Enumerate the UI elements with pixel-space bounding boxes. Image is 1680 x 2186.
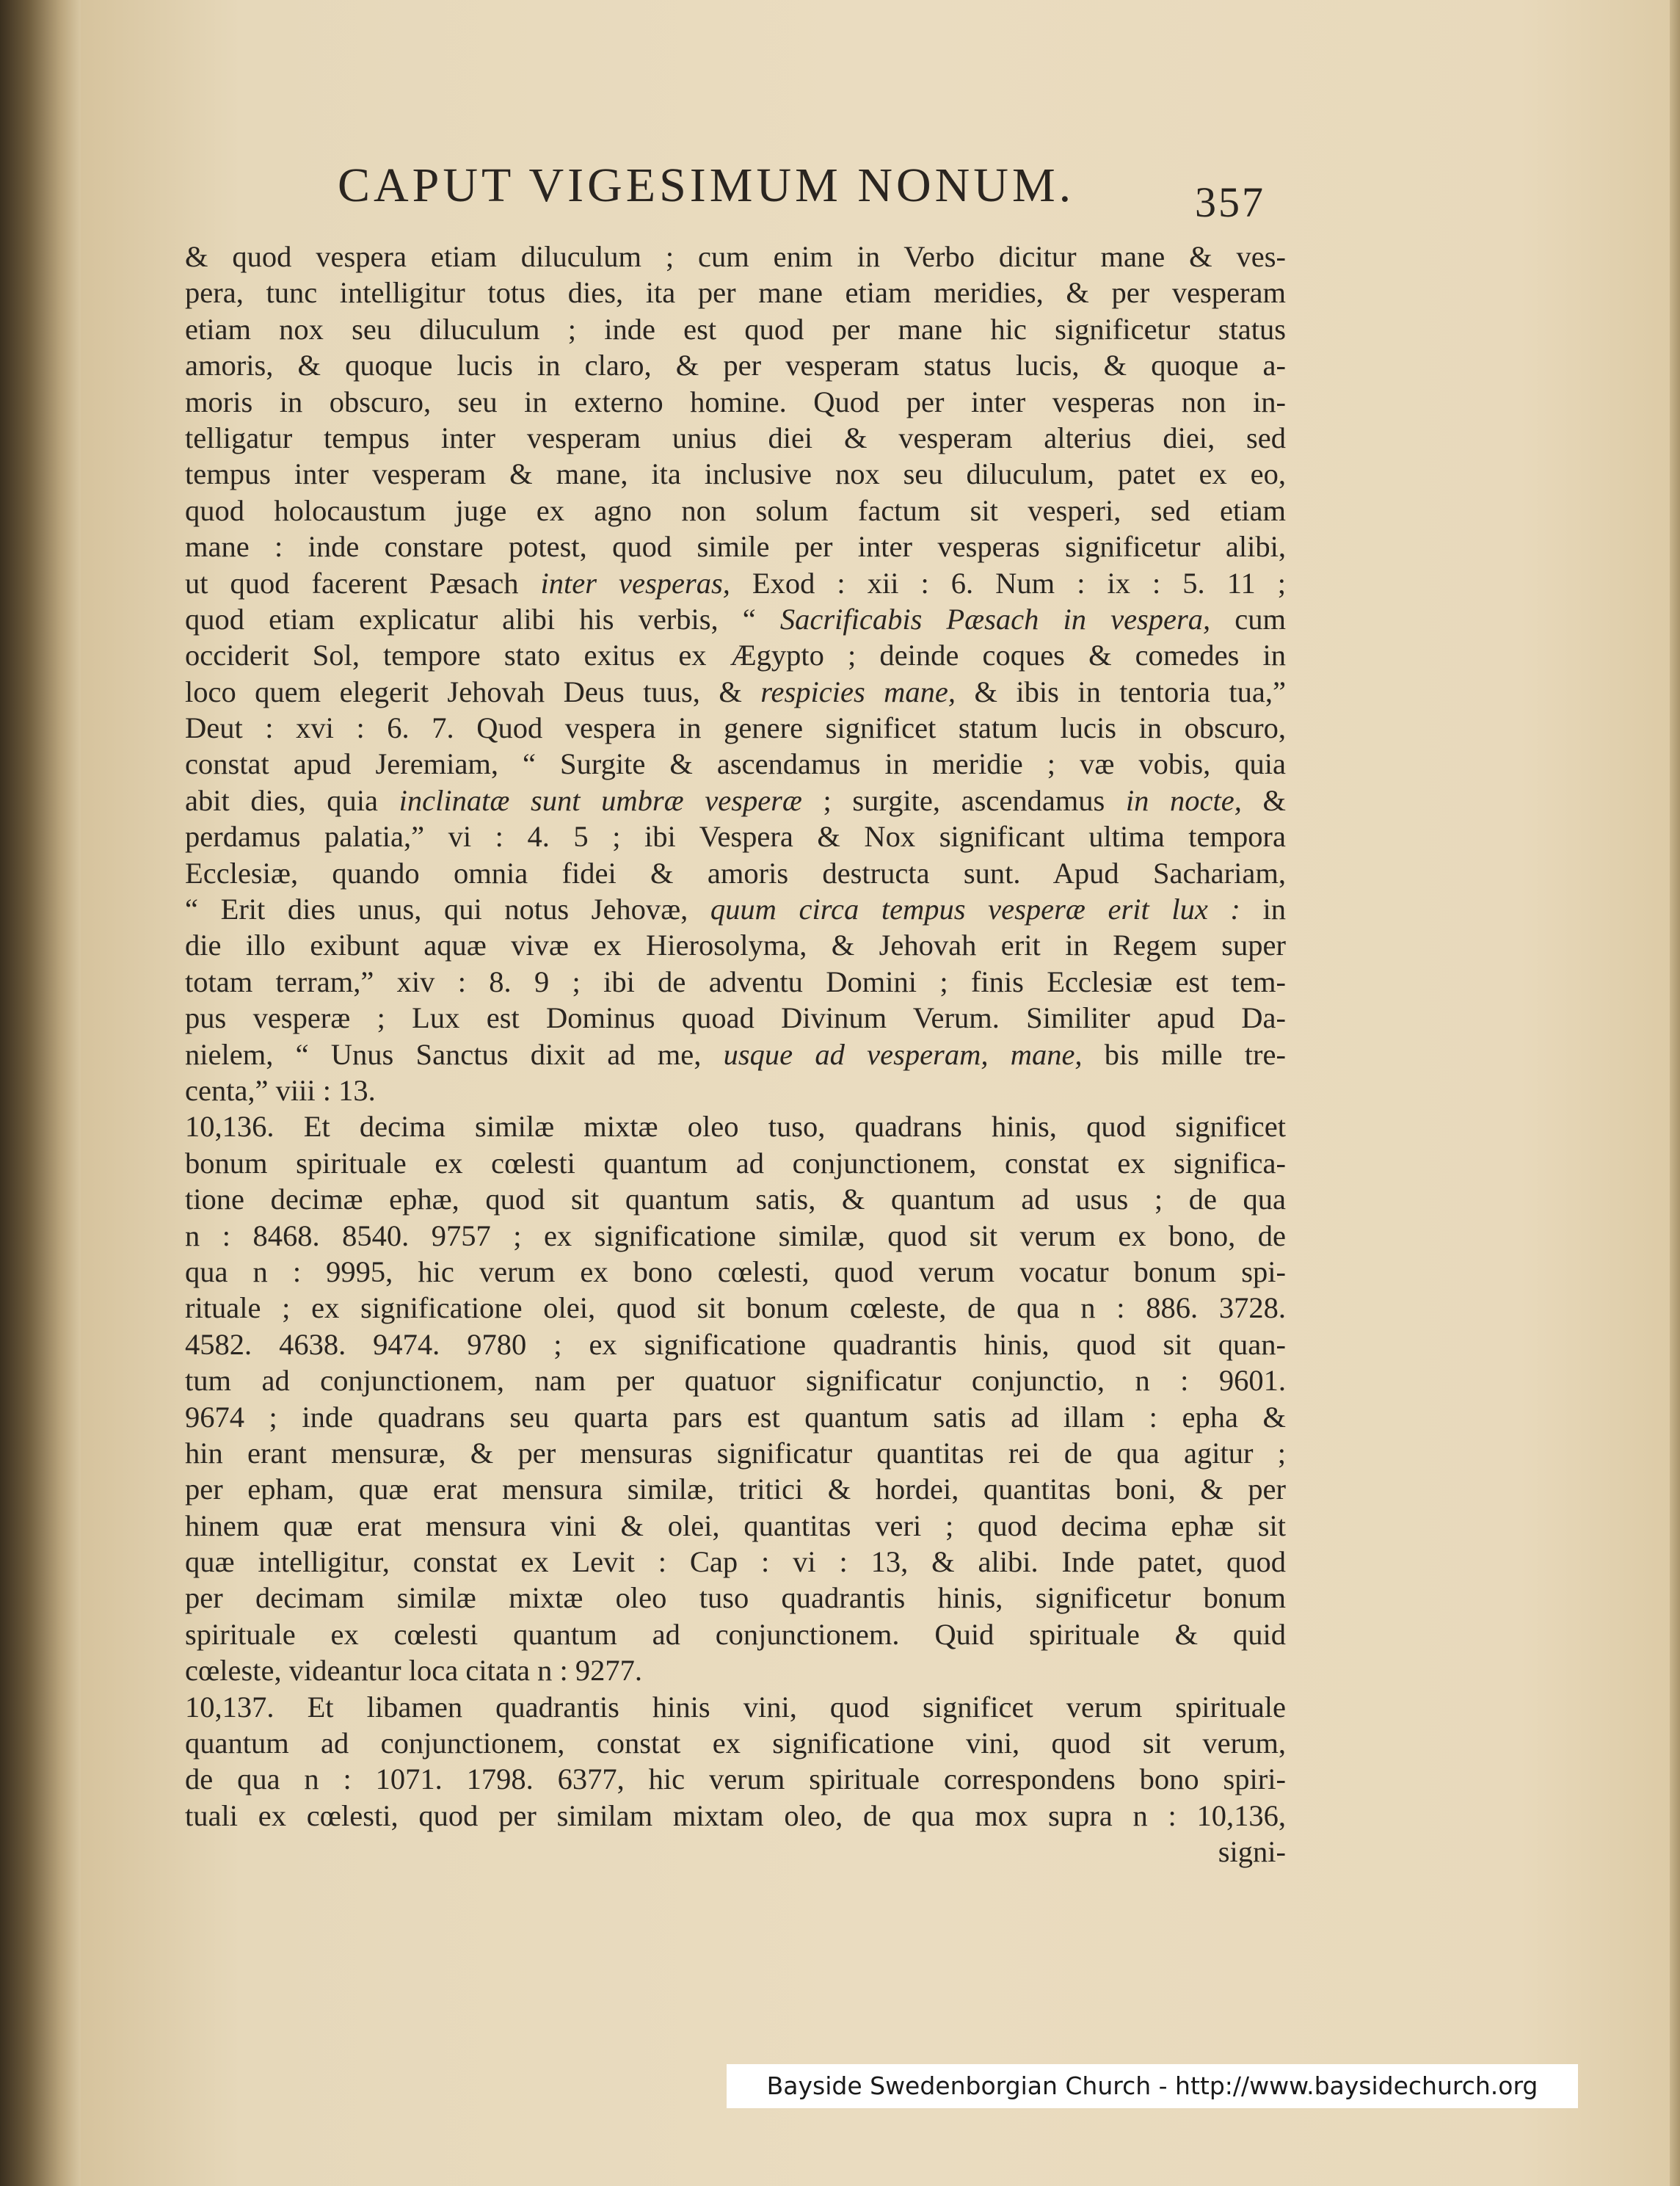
text-run: bis mille tre- (1082, 1037, 1286, 1071)
text-run: nielem, “ Unus Sanctus dixit ad me, (185, 1037, 724, 1071)
text-run: tione decimæ ephæ, quod sit quantum satis, & quantum ad usus ; de qua (185, 1183, 1286, 1216)
text-line (185, 456, 1286, 492)
text-run: die illo exibunt aquæ vivæ ex Hierosolyma, & Jehovah erit in Regem super (185, 929, 1286, 962)
page-edge (1670, 0, 1680, 2186)
text-run: in (1240, 893, 1286, 926)
text-line (185, 710, 1286, 746)
text-run: constat apud Jeremiam, “ Surgite & ascendamus in meridie ; væ vobis, quia (185, 747, 1286, 781)
text-run: quantum ad conjunctionem, constat ex significatione vini, quod sit verum, (185, 1726, 1286, 1760)
text-run: tum ad conjunctionem, nam per quatuor significatur conjunctio, n : 9601. (185, 1364, 1286, 1398)
text-line (185, 1145, 1286, 1181)
text-line (185, 1000, 1286, 1036)
text-run: pera, tunc intelligitur totus dies, ita per mane etiam meridies, & per vesperam (185, 276, 1286, 310)
italic-text-run: quum circa tempus vesperæ erit lux : (710, 893, 1240, 926)
text-line (185, 1689, 1286, 1725)
text-run: spirituale ex cœlesti quantum ad conjunctionem. Quid spirituale & quid (185, 1617, 1286, 1651)
text-line (185, 1362, 1286, 1398)
text-run: & ibis in tentoria tua,” (956, 675, 1287, 708)
text-line (185, 1761, 1286, 1797)
text-line (185, 1544, 1286, 1580)
text-run: n : 8468. 8540. 9757 ; ex significatione similæ, quod sit verum ex bono, de (185, 1219, 1286, 1252)
italic-text-run: Sacrificabis Pæsach in vespera, (779, 602, 1211, 636)
book-spine-shadow (0, 0, 81, 2186)
text-line (185, 1072, 1286, 1108)
text-line (185, 1616, 1286, 1652)
text-line (185, 964, 1286, 1000)
text-run: bonum spirituale ex cœlesti quantum ad conjunctionem, constat ex significa- (185, 1146, 1286, 1180)
text-line (185, 565, 1286, 601)
text-run: Exod : xii : 6. Num : ix : 5. 11 ; (730, 566, 1286, 600)
text-line (185, 1326, 1286, 1362)
text-run: per decimam similæ mixtæ oleo tuso quadrantis hinis, significetur bonum (185, 1581, 1286, 1615)
text-run: & (1241, 783, 1286, 817)
running-head: CAPUT VIGESIMUM NONUM. (338, 159, 1075, 212)
text-line (185, 529, 1286, 564)
text-line (185, 782, 1286, 818)
text-run: occiderit Sol, tempore stato exitus ex Ægypto ; deinde coques & comedes in (185, 639, 1286, 672)
text-run: hin erant mensuræ, & per mensuras significatur quantitas rei de qua agitur ; (185, 1436, 1286, 1470)
italic-text-run: inter vesperas, (540, 566, 730, 600)
text-line (185, 1290, 1286, 1326)
text-run: per epham, quæ erat mensura similæ, tritici & hordei, quantitas boni, & per (185, 1473, 1286, 1506)
text-line (185, 1580, 1286, 1616)
text-run: mane : inde constare potest, quod simile per inter vesperas significetur alibi, (185, 530, 1286, 564)
text-run: 9674 ; inde quadrans seu quarta pars est quantum satis ad illam : epha & (185, 1400, 1286, 1434)
text-line (185, 1798, 1286, 1834)
text-run: Ecclesiæ, quando omnia fidei & amoris destructa sunt. Apud Sachariam, (185, 856, 1286, 890)
text-line (185, 1399, 1286, 1435)
text-line (185, 674, 1286, 710)
text-run: Deut : xvi : 6. 7. Quod vespera in genere significet statum lucis in obscuro, (185, 711, 1286, 745)
text-line (185, 1508, 1286, 1544)
text-line (185, 1218, 1286, 1254)
text-run: perdamus palatia,” vi : 4. 5 ; ibi Vespera & Nox significant ultima tempora (185, 820, 1286, 854)
text-run: ; surgite, ascendamus (801, 783, 1126, 817)
text-run: amoris, & quoque lucis in claro, & per vesperam status lucis, & quoque a- (185, 349, 1286, 382)
text-run: “ Erit dies unus, qui notus Jehovæ, (185, 893, 710, 926)
text-line (185, 347, 1286, 383)
text-line (185, 1652, 1286, 1688)
text-run: rituale ; ex significatione olei, quod sit bonum cœleste, de qua n : 886. 3728. (185, 1291, 1286, 1325)
text-run: quod etiam explicatur alibi his verbis, “ (185, 602, 780, 636)
text-line (185, 1254, 1286, 1290)
text-run: telligatur tempus inter vesperam unius diei & vesperam alterius diei, sed (185, 421, 1286, 454)
text-line (185, 746, 1286, 782)
text-line (185, 855, 1286, 891)
text-run: etiam nox seu diluculum ; inde est quod per mane hic significetur status (185, 312, 1286, 346)
text-run: totam terram,” xiv : 8. 9 ; ibi de adventu Domini ; finis Ecclesiæ est tem- (185, 965, 1286, 998)
text-run: pus vesperæ ; Lux est Dominus quoad Divinum Verum. Similiter apud Da- (185, 1001, 1286, 1035)
text-line (185, 927, 1286, 963)
text-run: abit dies, quia (185, 783, 399, 817)
text-run: qua n : 9995, hic verum ex bono cœlesti, quod verum vocatur bonum spi- (185, 1254, 1286, 1288)
text-line (185, 1435, 1286, 1471)
text-line (185, 420, 1286, 456)
text-run: centa,” viii : 13. (185, 1073, 376, 1107)
text-line (185, 1834, 1286, 1870)
text-run: de qua n : 1071. 1798. 6377, hic verum spirituale correspondens bono spiri- (185, 1762, 1286, 1796)
text-line (185, 891, 1286, 927)
text-run: loco quem elegerit Jehovah Deus tuus, & (185, 675, 761, 708)
text-line (185, 275, 1286, 311)
text-run: signi- (1218, 1835, 1286, 1869)
text-line (185, 384, 1286, 420)
text-line (185, 1036, 1286, 1072)
text-run: moris in obscuro, seu in externo homine. Quod per inter vesperas non in- (185, 385, 1286, 418)
text-run: quod holocaustum juge ex agno non solum factum sit vesperi, sed etiam (185, 493, 1286, 527)
text-line (185, 1108, 1286, 1144)
text-run: ut quod facerent Pæsach (185, 566, 541, 600)
italic-text-run: in nocte, (1125, 783, 1242, 817)
text-run: hinem quæ erat mensura vini & olei, quantitas veri ; quod decima ephæ sit (185, 1508, 1286, 1542)
italic-text-run: usque ad vesperam, mane, (723, 1037, 1083, 1071)
text-line (185, 1725, 1286, 1761)
text-line (185, 601, 1286, 637)
text-run: & quod vespera etiam diluculum ; cum enim in Verbo dicitur mane & ves- (185, 240, 1286, 273)
italic-text-run: inclinatæ sunt umbræ vesperæ (399, 783, 802, 817)
text-line (185, 239, 1286, 275)
text-line (185, 818, 1286, 854)
text-run: quæ intelligitur, constat ex Levit : Cap : vi : 13, & alibi. Inde patet, quod (185, 1545, 1286, 1579)
text-run: 4582. 4638. 9474. 9780 ; ex significatione quadrantis hinis, quod sit quan- (185, 1327, 1286, 1361)
text-line (185, 311, 1286, 347)
text-run: cœleste, videantur loca citata n : 9277. (185, 1654, 643, 1688)
text-run: tuali ex cœlesti, quod per similam mixtam oleo, de qua mox supra n : 10,136, (185, 1798, 1286, 1832)
italic-text-run: respicies mane, (760, 675, 956, 708)
text-line (185, 1181, 1286, 1217)
text-run: 10,136. Et decima similæ mixtæ oleo tuso, quadrans hinis, quod significet (185, 1110, 1286, 1144)
text-line (185, 637, 1286, 673)
text-run: cum (1210, 602, 1286, 636)
text-run: tempus inter vesperam & mane, ita inclusive nox seu diluculum, patet ex eo, (185, 457, 1286, 491)
body-text (185, 239, 1286, 1870)
text-line (185, 1471, 1286, 1507)
page-number: 357 (1195, 178, 1265, 226)
text-run: 10,137. Et libamen quadrantis hinis vini, quod significet verum spirituale (185, 1690, 1286, 1724)
watermark-banner: Bayside Swedenborgian Church - http://www.baysidechurch.org (727, 2064, 1578, 2108)
text-line (185, 493, 1286, 529)
